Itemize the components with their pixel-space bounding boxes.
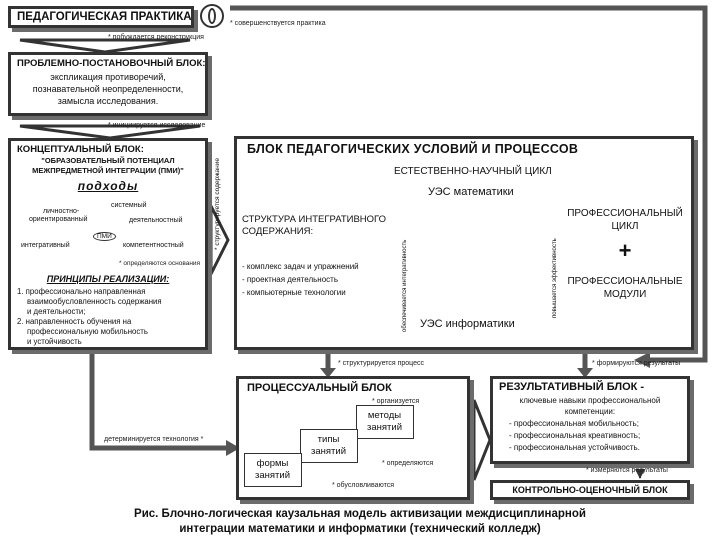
approaches-title: подходы (77, 179, 139, 193)
result-title: РЕЗУЛЬТАТИВНЫЙ БЛОК - (499, 381, 645, 393)
plus-sign: + (618, 238, 632, 263)
note-structured-process: * структурируется процесс (338, 360, 424, 367)
methods-line-1: методы (367, 410, 402, 421)
ues-info-label: УЭС информатики (420, 318, 515, 330)
concept-subtitle-1: "ОБРАЗОВАТЕЛЬНЫЙ ПОТЕНЦИАЛ (41, 156, 175, 165)
concept-block (8, 138, 208, 350)
result-block (490, 376, 690, 464)
problem-line-1: экспликация противоречий, (50, 72, 166, 82)
principle-line-5: профессиональную мобильность (27, 327, 148, 336)
problem-line-2: познавательной неопределенности, (32, 84, 184, 94)
caption-line-1: Рис. Блочно-логическая каузальная модель активизации междисциплинарной (134, 508, 586, 520)
problem-block (8, 52, 208, 116)
process-title: ПРОЦЕССУАЛЬНЫЙ БЛОК (247, 382, 392, 394)
types-line-2: занятий (311, 446, 346, 457)
note-reconstruct: * побуждается реконструкция (108, 34, 204, 41)
control-title: КОНТРОЛЬНО-ОЦЕНОЧНЫЙ БЛОК (512, 485, 668, 495)
science-cycle-label: ЕСТЕСТВЕННО-НАУЧНЫЙ ЦИКЛ (394, 166, 552, 177)
ped-practice-box (8, 6, 194, 28)
result-line-5: - профессиональная устойчивость. (509, 443, 640, 452)
types-line-1: типы (317, 434, 340, 445)
problem-line-3: замысла исследования. (57, 96, 159, 106)
approach-personal-2: ориентированный (29, 216, 88, 223)
methods-box (356, 405, 414, 439)
ped-practice-title: ПЕДАГОГИЧЕСКАЯ ПРАКТИКА (17, 11, 192, 23)
note-determined: * определяются (382, 460, 434, 467)
note-forms-results: * формируются результаты (592, 360, 681, 367)
forms-line-1: формы (256, 458, 289, 469)
principle-line-1: 1. профессионально направленная (17, 287, 146, 296)
methods-line-2: занятий (367, 422, 402, 433)
caption-line-2: интеграции математики и информатики (технический колледж) (179, 523, 541, 535)
structure-item-2: - проектная деятельность (242, 275, 338, 284)
prof-modules-1: ПРОФЕССИОНАЛЬНЫЕ (567, 276, 683, 287)
principle-line-2: взаимообусловленность содержания (27, 297, 162, 306)
structure-line-1: СТРУКТУРА ИНТЕГРАТИВНОГО (242, 214, 387, 225)
arrow-conditions-to-process (320, 354, 336, 378)
approach-personal-1: личностно- (43, 208, 80, 215)
ues-math-label: УЭС математики (428, 186, 514, 198)
result-line-4: - профессиональная креативность; (509, 431, 641, 440)
types-box (300, 429, 358, 463)
note-research: * инициируется исследование (108, 122, 206, 129)
arrow-practice-to-problem (20, 40, 190, 52)
principle-line-6: и устойчивость (27, 337, 82, 346)
structure-item-3: - компьютерные технологии (242, 288, 346, 297)
result-line-1: ключевые навыки профессиональной (519, 396, 661, 405)
forms-box (244, 453, 302, 487)
vert-efficiency: повышается эффективность (552, 238, 558, 318)
principle-line-3: и деятельности; (27, 307, 86, 316)
note-measured: * измеряются результаты (586, 467, 668, 474)
note-organized: * организуется (372, 398, 420, 405)
note-foundations: * определяются основания (119, 260, 201, 267)
structure-item-1: - комплекс задач и упражнений (242, 262, 359, 271)
note-conditioned: * обусловливаются (332, 482, 394, 489)
concept-subtitle-2: МЕЖПРЕДМЕТНОЙ ИНТЕГРАЦИИ (ПМИ)" (32, 166, 184, 175)
note-structure-content: * структурируется содержание (214, 158, 221, 250)
note-improve-practice: * совершенствуется практика (230, 20, 326, 27)
note-technology: детерминируется технология * (104, 436, 204, 443)
arrow-conditions-to-result (577, 354, 593, 378)
result-line-3: - профессиональная мобильность; (509, 419, 639, 428)
result-line-2: компетенции: (564, 407, 616, 416)
conditions-title: БЛОК ПЕДАГОГИЧЕСКИХ УСЛОВИЙ И ПРОЦЕССОВ (247, 142, 579, 156)
control-block (490, 480, 690, 500)
prof-cycle-2: ЦИКЛ (611, 221, 639, 232)
principles-title: ПРИНЦИПЫ РЕАЛИЗАЦИИ: (46, 274, 170, 284)
principle-line-4: 2. направленность обучения на (17, 317, 132, 326)
prof-cycle-1: ПРОФЕССИОНАЛЬНЫЙ (567, 208, 683, 219)
approach-systemic: системный (111, 202, 147, 209)
cycle-icon (200, 4, 224, 28)
approach-integrative: интегративный (21, 242, 70, 249)
approach-activity: деятельностный (129, 217, 183, 224)
forms-line-2: занятий (255, 470, 290, 481)
arrow-process-to-result (474, 400, 490, 480)
concept-block-title: КОНЦЕПТУАЛЬНЫЙ БЛОК: (17, 144, 144, 155)
vert-integrativity: обеспечивается интегративность (402, 239, 408, 332)
problem-block-title: ПРОБЛЕМНО-ПОСТАНОВОЧНЫЙ БЛОК: (17, 58, 206, 69)
approach-center: ПМИ (93, 232, 116, 241)
approach-competence: компетентностный (123, 242, 184, 249)
structure-line-2: СОДЕРЖАНИЯ: (242, 226, 314, 237)
prof-modules-2: МОДУЛИ (603, 289, 647, 300)
